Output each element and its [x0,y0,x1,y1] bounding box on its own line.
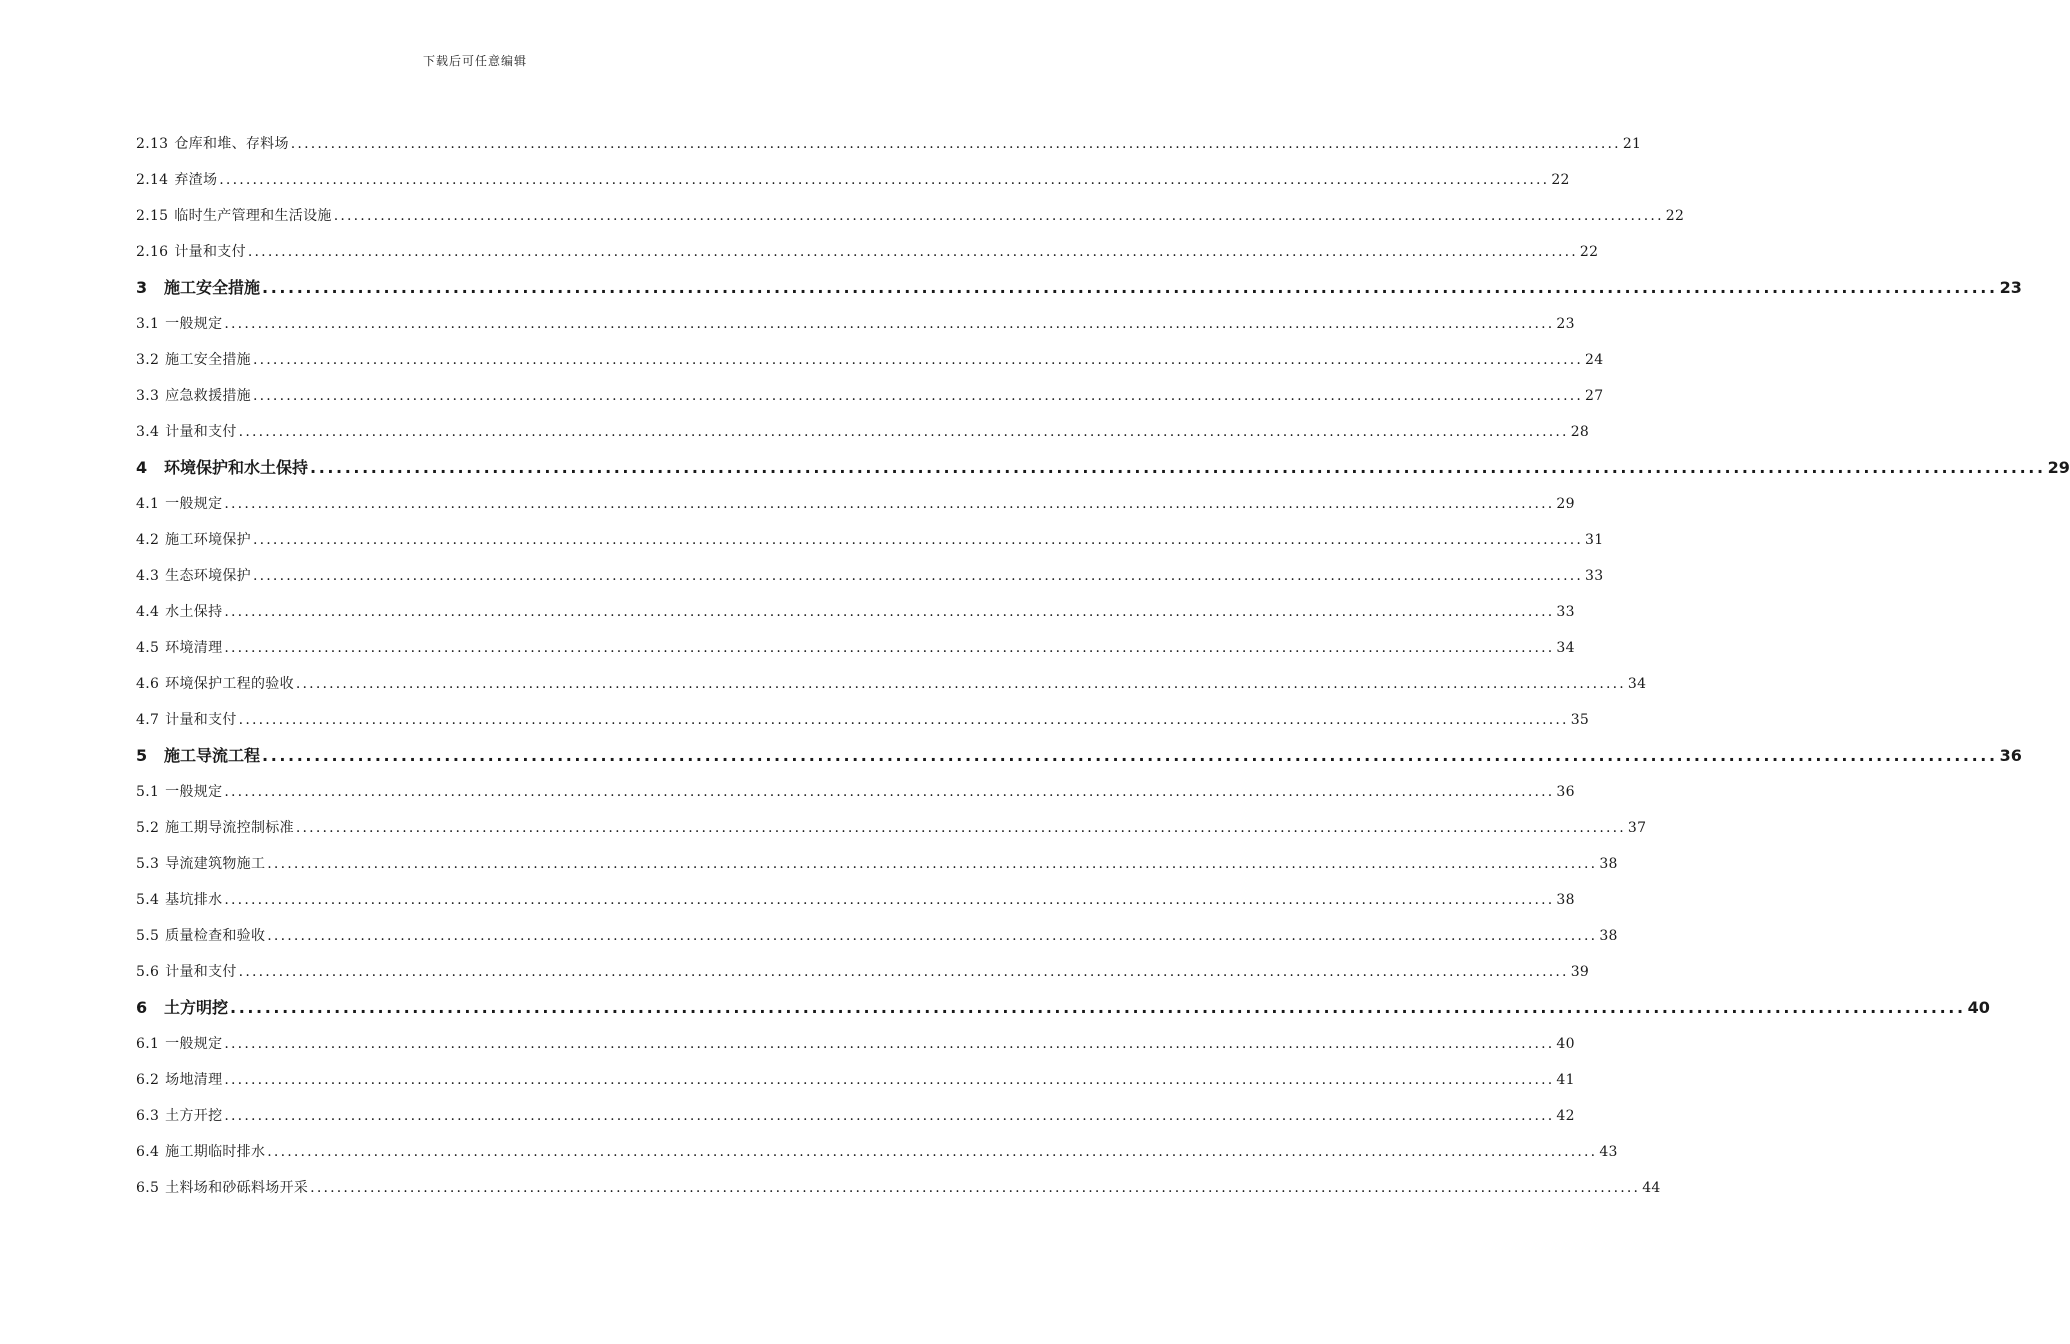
toc-entry-page-number: 28 [1570,424,1590,440]
toc-section-entry[interactable] [136,378,1604,414]
toc-dot-leader: ........................................................................................................................................................................................................ [295,676,1626,692]
toc-entry-page-number: 42 [1556,1108,1575,1124]
toc-section-entry[interactable] [136,774,1575,810]
toc-entry-page-number: 41 [1556,1072,1575,1088]
toc-entry-number: 4.6 [136,676,160,692]
toc-section-entry[interactable] [136,234,1599,270]
toc-entry-number: 4 [136,458,148,477]
toc-section-entry[interactable] [136,1098,1575,1134]
toc-entry-title: 一般规定 [165,496,223,512]
toc-entry-number: 2.16 [136,244,169,260]
toc-entry-number: 3.3 [136,388,160,404]
toc-entry-page-number: 40 [1556,1036,1575,1052]
toc-section-entry[interactable] [136,846,1618,882]
toc-entry-title: 一般规定 [165,784,223,800]
toc-dot-leader: ........................................................................................................................................................................................................ [224,1072,1555,1088]
toc-entry-number: 3 [136,278,148,297]
toc-dot-leader: ........................................................................................................................................................................................................ [219,172,1550,188]
toc-entry-number: 6.4 [136,1144,160,1160]
toc-section-entry[interactable] [136,198,1685,234]
toc-entry-number: 5.2 [136,820,160,836]
toc-entry-title: 计量和支付 [165,964,237,980]
toc-entry-number: 4.2 [136,532,160,548]
toc-section-entry[interactable] [136,342,1604,378]
toc-entry-title: 一般规定 [165,316,223,332]
toc-entry-page-number: 34 [1627,676,1647,692]
toc-entry-title: 生态环境保护 [165,568,251,584]
toc-dot-leader: ........................................................................................................................................................................................................ [310,458,2046,477]
toc-entry-page-number: 44 [1642,1180,1661,1196]
toc-entry-title: 导流建筑物施工 [165,856,266,872]
toc-entry-page-number: 43 [1599,1144,1618,1160]
toc-section-entry[interactable] [136,810,1647,846]
toc-entry-number: 5.6 [136,964,160,980]
toc-chapter-entry[interactable] [136,270,2022,306]
toc-dot-leader: ........................................................................................................................................................................................................ [224,784,1555,800]
toc-entry-page-number: 22 [1551,172,1570,188]
toc-entry-number: 4.1 [136,496,160,512]
toc-entry-title: 施工期导流控制标准 [165,820,294,836]
toc-entry-number: 4.4 [136,604,160,620]
toc-entry-title: 环境保护和水土保持 [164,458,309,477]
toc-entry-page-number: 36 [1999,746,2022,765]
page-header: 下载后可任意编辑 [422,54,527,68]
toc-section-entry[interactable] [136,162,1570,198]
toc-section-entry[interactable] [136,882,1575,918]
toc-dot-leader: ........................................................................................................................................................................................................ [224,316,1555,332]
toc-dot-leader: ........................................................................................................................................................................................................ [290,136,1621,152]
toc-entry-page-number: 23 [1556,316,1575,332]
toc-dot-leader: ........................................................................................................................................................................................................ [224,496,1555,512]
toc-dot-leader: ........................................................................................................................................................................................................ [252,568,1584,584]
table-of-contents [136,126,2070,1206]
toc-dot-leader: ........................................................................................................................................................................................................ [252,352,1584,368]
toc-dot-leader: ........................................................................................................................................................................................................ [267,928,1598,944]
toc-entry-number: 3.4 [136,424,160,440]
toc-entry-number: 3.1 [136,316,160,332]
toc-entry-page-number: 31 [1585,532,1604,548]
toc-dot-leader: ........................................................................................................................................................................................................ [310,1180,1641,1196]
toc-entry-title: 环境保护工程的验收 [165,676,294,692]
toc-entry-page-number: 38 [1599,856,1618,872]
toc-entry-number: 5.5 [136,928,160,944]
toc-entry-page-number: 36 [1556,784,1575,800]
toc-dot-leader: ........................................................................................................................................................................................................ [267,1144,1598,1160]
toc-entry-title: 环境清理 [165,640,223,656]
toc-dot-leader: ........................................................................................................................................................................................................ [295,820,1626,836]
toc-section-entry[interactable] [136,126,1642,162]
toc-entry-number: 6.5 [136,1180,160,1196]
toc-entry-page-number: 37 [1627,820,1647,836]
toc-entry-title: 土料场和砂砾料场开采 [165,1180,309,1196]
toc-entry-title: 一般规定 [165,1036,223,1052]
toc-section-entry[interactable] [136,702,1590,738]
toc-entry-title: 应急救援措施 [165,388,251,404]
toc-entry-title: 计量和支付 [165,712,237,728]
toc-dot-leader: ........................................................................................................................................................................................................ [238,964,1569,980]
toc-section-entry[interactable] [136,666,1647,702]
toc-entry-number: 4.5 [136,640,160,656]
toc-entry-title: 临时生产管理和生活设施 [174,208,332,224]
toc-entry-number: 2.15 [136,208,169,224]
toc-entry-page-number: 34 [1556,640,1575,656]
toc-dot-leader: ........................................................................................................................................................................................................ [224,604,1555,620]
toc-entry-title: 基坑排水 [165,892,223,908]
toc-entry-title: 施工期临时排水 [165,1144,266,1160]
toc-dot-leader: ........................................................................................................................................................................................................ [247,244,1578,260]
toc-section-entry[interactable] [136,1062,1575,1098]
toc-entry-page-number: 38 [1599,928,1618,944]
toc-section-entry[interactable] [136,594,1575,630]
toc-section-entry[interactable] [136,1026,1575,1062]
toc-chapter-entry[interactable] [136,450,2070,486]
toc-entry-number: 5.3 [136,856,160,872]
toc-dot-leader: ........................................................................................................................................................................................................ [238,424,1569,440]
toc-dot-leader: ........................................................................................................................................................................................................ [267,856,1598,872]
toc-entry-number: 6.3 [136,1108,160,1124]
toc-entry-page-number: 27 [1585,388,1604,404]
toc-entry-number: 6.2 [136,1072,160,1088]
toc-entry-title: 场地清理 [165,1072,223,1088]
toc-entry-page-number: 29 [2047,458,2070,477]
toc-entry-title: 施工导流工程 [164,746,261,765]
toc-dot-leader: ........................................................................................................................................................................................................ [224,640,1555,656]
toc-entry-number: 3.2 [136,352,160,368]
toc-section-entry[interactable] [136,630,1575,666]
toc-entry-title: 土方开挖 [165,1108,223,1124]
toc-dot-leader: ........................................................................................................................................................................................................ [230,998,1966,1017]
toc-entry-page-number: 33 [1585,568,1604,584]
toc-entry-page-number: 33 [1556,604,1575,620]
toc-entry-page-number: 21 [1622,136,1642,152]
toc-entry-number: 6.1 [136,1036,160,1052]
toc-entry-title: 施工安全措施 [164,278,261,297]
toc-entry-number: 6 [136,998,148,1017]
toc-entry-page-number: 29 [1556,496,1575,512]
toc-section-entry[interactable] [136,486,1575,522]
toc-chapter-entry[interactable] [136,738,2022,774]
toc-entry-number: 5.1 [136,784,160,800]
toc-entry-number: 5 [136,746,148,765]
toc-section-entry[interactable] [136,414,1590,450]
toc-dot-leader: ........................................................................................................................................................................................................ [224,892,1555,908]
toc-dot-leader: ........................................................................................................................................................................................................ [262,746,1998,765]
toc-entry-title: 施工安全措施 [165,352,251,368]
toc-dot-leader: ........................................................................................................................................................................................................ [262,278,1998,297]
toc-dot-leader: ........................................................................................................................................................................................................ [252,532,1584,548]
toc-entry-page-number: 39 [1570,964,1590,980]
toc-entry-number: 4.7 [136,712,160,728]
toc-section-entry[interactable] [136,918,1618,954]
toc-dot-leader: ........................................................................................................................................................................................................ [333,208,1664,224]
toc-entry-title: 弃渣场 [174,172,218,188]
toc-entry-page-number: 38 [1556,892,1575,908]
toc-entry-title: 质量检查和验收 [165,928,266,944]
toc-entry-page-number: 23 [1999,278,2022,297]
toc-entry-page-number: 40 [1967,998,1990,1017]
toc-dot-leader: ........................................................................................................................................................................................................ [224,1036,1555,1052]
toc-entry-title: 施工环境保护 [165,532,251,548]
toc-section-entry[interactable] [136,1134,1618,1170]
toc-entry-title: 水土保持 [165,604,223,620]
toc-dot-leader: ........................................................................................................................................................................................................ [252,388,1584,404]
toc-entry-page-number: 22 [1579,244,1599,260]
toc-entry-title: 计量和支付 [174,244,246,260]
toc-section-entry[interactable] [136,306,1575,342]
toc-entry-number: 4.3 [136,568,160,584]
toc-section-entry[interactable] [136,522,1604,558]
toc-entry-title: 土方明挖 [164,998,229,1017]
toc-entry-page-number: 35 [1570,712,1590,728]
toc-entry-title: 仓库和堆、存料场 [174,136,289,152]
toc-entry-number: 5.4 [136,892,160,908]
toc-dot-leader: ........................................................................................................................................................................................................ [238,712,1569,728]
toc-chapter-entry[interactable] [136,990,1990,1026]
toc-entry-number: 2.13 [136,136,169,152]
toc-section-entry[interactable] [136,558,1604,594]
toc-entry-title: 计量和支付 [165,424,237,440]
toc-dot-leader: ........................................................................................................................................................................................................ [224,1108,1555,1124]
toc-entry-number: 2.14 [136,172,169,188]
toc-entry-page-number: 22 [1665,208,1685,224]
toc-section-entry[interactable] [136,1170,1661,1206]
toc-section-entry[interactable] [136,954,1590,990]
toc-entry-page-number: 24 [1585,352,1604,368]
